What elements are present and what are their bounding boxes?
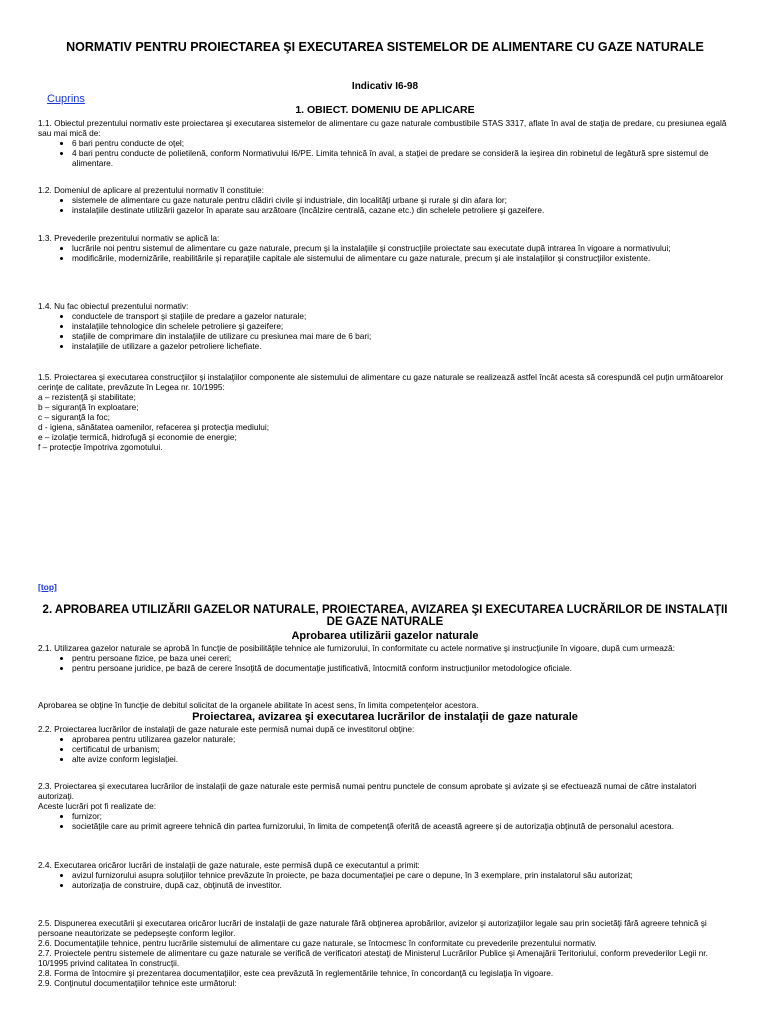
paragraph-2-6: 2.6. Documentaţiile tehnice, pentru lucrările sistemului de alimentare cu gaze naturale, se întocmesc în conformitate cu prevederile prezentului normativ. [38, 938, 597, 948]
requirement-line: c – siguranţă la foc; [38, 412, 110, 422]
list-item: • alte avize conform legislaţiei. [72, 754, 732, 764]
list-item: • instalaţiile destinate utilizării gazelor în aparate sau arzătoare (încălzire centrală, cazane etc.) din schelele petroliere şi gazeifere. [72, 205, 732, 215]
paragraph-text: 2.3. Proiectarea şi executarea lucrărilor de instalaţii de gaze naturale este permisă numai pentru punctele de consum aprobate şi avizate şi se efectuează numai de către instalatori autorizaţi. [38, 781, 697, 801]
bullet-list [38, 243, 732, 263]
paragraph-text: 2.4. Executarea oricăror lucrări de instalaţii de gaze naturale, este permisă după ce executantul a primit: [38, 860, 420, 870]
list-item: • staţiile de comprimare din instalaţiile de utilizare cu presiunea mai mare de 6 bari; [72, 331, 732, 341]
list-item: • instalaţiile de utilizare a gazelor petroliere lichefiate. [72, 341, 732, 351]
paragraph-2-5: 2.5. Dispunerea executării şi executarea oricăror lucrări de instalaţii de gaze naturale fără obţinerea aprobărilor, avizelor şi autorizaţiilor legale sau prin societăţi fără agreere tehnică şi persoane neautorizate se pedepseşte conform legilor. [38, 918, 707, 938]
list-item: • autorizaţia de construire, după caz, obţinută de investitor. [72, 880, 732, 890]
paragraph-2-3 [38, 781, 732, 831]
top-link[interactable]: [top] [38, 582, 57, 592]
paragraph-2-1-note: Aprobarea se obţine în funcţie de debitul solicitat de la organele abilitate în acest sens, în limita competenţelor acestora. [38, 700, 479, 710]
paragraph-2-2 [38, 724, 732, 764]
paragraph-text: 1.5. Proiectarea şi executarea construcţiilor şi instalaţiilor componente ale sistemului de alimentare cu gaze naturale se realizează astfel încât acesta să corespundă cel puţin următoarelor cerinţe de calitate, prevăzute în Legea nr. 10/1995: [38, 372, 724, 392]
paragraph-1-2 [38, 185, 732, 215]
paragraph-text: 1.4. Nu fac obiectul prezentului normativ: [38, 301, 189, 311]
paragraph-1-5 [38, 372, 732, 452]
bullet-list [38, 811, 732, 831]
paragraph-text: 1.2. Domeniul de aplicare al prezentului normativ îl constituie: [38, 185, 264, 195]
section-1-heading: 1. OBIECT. DOMENIU DE APLICARE [295, 104, 475, 116]
bullet-list [38, 138, 732, 168]
list-item: • furnizor; [72, 811, 732, 821]
list-item: • avizul furnizorului asupra soluţiilor tehnice prevăzute în proiecte, pe baza documentaţiei pe care o depune, în 3 exemplare, prin instalatorul său autorizat; [72, 870, 732, 880]
cuprins-link[interactable]: Cuprins [47, 93, 85, 105]
paragraph-2-9: 2.9. Conţinutul documentaţiilor tehnice este următorul: [38, 978, 237, 988]
requirement-line: f – protecţie împotriva zgomotului. [38, 442, 163, 452]
paragraph-2-4 [38, 860, 732, 890]
paragraph-text: 1.3. Prevederile prezentului normativ se aplică la: [38, 233, 220, 243]
list-item: • modificările, modernizările, reabilitările şi reparaţiile capitale ale sistemului de alimentare cu gaze naturale, precum şi ale instalaţiilor şi construcţiilor existente. [72, 253, 732, 263]
bullet-list [38, 311, 732, 351]
paragraph-1-1 [38, 118, 732, 168]
section-2-heading: 2. APROBAREA UTILIZĂRII GAZELOR NATURALE, PROIECTAREA, AVIZAREA ŞI EXECUTAREA LUCRĂRILOR DE INSTALAŢII DE GAZE NATURALE [42, 604, 728, 628]
bullet-list [38, 195, 732, 215]
list-item: • societăţile care au primit agreere tehnică din partea furnizorului, în limita de competenţă oferită de această agreere şi de autorizaţia obţinută de personalul acestora. [72, 821, 732, 831]
paragraph-text: 1.1. Obiectul prezentului normativ este proiectarea şi executarea sistemelor de alimentare cu gaze naturale combustibile STAS 3317, aflate în aval de staţia de predare, cu presiunea egală sau mai mică de: [38, 118, 727, 138]
document-title: NORMATIV PENTRU PROIECTAREA ŞI EXECUTAREA SISTEMELOR DE ALIMENTARE CU GAZE NATURALE [66, 40, 704, 54]
list-item: • sistemele de alimentare cu gaze naturale pentru clădiri civile şi industriale, din localităţi urbane şi rurale şi din afara lor; [72, 195, 732, 205]
requirement-line: d - igiena, sănătatea oamenilor, refacerea şi protecţia mediului; [38, 422, 270, 432]
paragraph-text: 2.2. Proiectarea lucrărilor de instalaţii de gaze naturale este permisă numai după ce investitorul obţine: [38, 724, 415, 734]
paragraph-2-7: 2.7. Proiectele pentru sistemele de alimentare cu gaze naturale se verifică de verificatori atestaţi de Ministerul Lucrărilor Publice şi Amenajării Teritoriului, conform prevederilor Legii nr. 10/1995 privind calitatea în construcţii. [38, 948, 708, 968]
document-indicativ: Indicativ I6-98 [351, 81, 419, 92]
requirement-line: e – izolaţie termică, hidrofugă şi economie de energie; [38, 432, 237, 442]
subsection-heading-proiectarea: Proiectarea, avizarea şi executarea lucrărilor de instalaţii de gaze naturale [192, 711, 578, 723]
list-item: • instalaţiile tehnologice din schelele petroliere şi gazeifere; [72, 321, 732, 331]
bullet-list [38, 870, 732, 890]
paragraph-2-1 [38, 643, 732, 673]
list-item: • 4 bari pentru conducte de polietilenă, conform Normativului I6/PE. Limita tehnică în aval, a staţiei de predare se consideră la ieşirea din robinetul de legătură spre sistemul de alimentare. [72, 148, 732, 168]
list-item: • aprobarea pentru utilizarea gazelor naturale; [72, 734, 732, 744]
paragraphs-2-5-to-2-9 [38, 918, 732, 988]
list-item: • pentru persoane fizice, pe baza unei cereri; [72, 653, 732, 663]
bullet-list [38, 734, 732, 764]
requirement-line: b – siguranţă în exploatare; [38, 402, 139, 412]
list-item: • lucrările noi pentru sistemul de alimentare cu gaze naturale, precum şi la instalaţiile şi construcţiile proiectate sau executate după intrarea în vigoare a normativului; [72, 243, 732, 253]
list-item: • conductele de transport şi staţiile de predare a gazelor naturale; [72, 311, 732, 321]
list-item: • 6 bari pentru conducte de oţel; [72, 138, 732, 148]
requirement-line: a – rezistenţă şi stabilitate; [38, 392, 136, 402]
paragraph-1-3 [38, 233, 732, 263]
paragraph-text: Aceste lucrări pot fi realizate de: [38, 801, 157, 811]
subsection-heading-aprobarea: Aprobarea utilizării gazelor naturale [291, 630, 479, 642]
paragraph-2-8: 2.8. Forma de întocmire şi prezentarea documentaţiilor, este cea prevăzută în reglementările tehnice, în concordanţă cu legislaţia în vigoare. [38, 968, 554, 978]
bullet-list [38, 653, 732, 673]
paragraph-text: 2.1. Utilizarea gazelor naturale se aprobă în funcţie de posibilităţile tehnice ale furnizorului, în conformitate cu actele normative şi instrucţiunile în vigoare, după cum urmează: [38, 643, 675, 653]
list-item: • certificatul de urbanism; [72, 744, 732, 754]
paragraph-1-4 [38, 301, 732, 351]
list-item: • pentru persoane juridice, pe bază de cerere însoţită de documentaţie justificativă, întocmită conform instrucţiunilor metodologice oficiale. [72, 663, 732, 673]
